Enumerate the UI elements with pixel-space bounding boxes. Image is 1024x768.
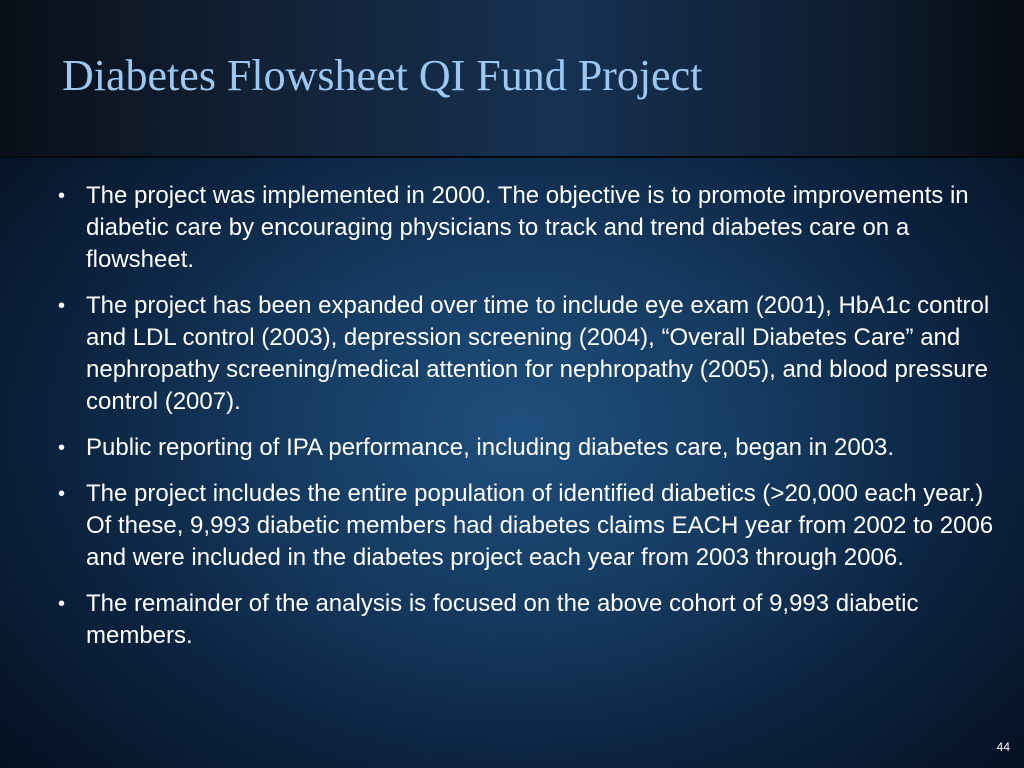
title-band xyxy=(0,0,1024,158)
bullet-dot-icon: • xyxy=(58,483,66,505)
bullet-text: The project has been expanded over time to include eye exam (2001), HbA1c control and LDL control (2003), depression screening (2004), “Overall Diabetes Care” and nephropathy screening/medical attention for nephropathy (2005), and blood pressure control (2007). xyxy=(86,292,990,415)
bullet-dot-icon: • xyxy=(58,295,66,317)
bullet-text: The remainder of the analysis is focused on the above cohort of 9,993 diabetic members. xyxy=(86,590,919,649)
bullet-dot-icon: • xyxy=(58,437,66,459)
bullet-item xyxy=(56,290,996,418)
bullet-dot-icon: • xyxy=(58,185,66,207)
bullet-text: The project includes the entire population of identified diabetics (>20,000 each year.) Of these, 9,993 diabetic members had diabetes claims EACH year from 2002 to 2006 and were included in the diabetes project each year from 2003 through 2006. xyxy=(86,480,994,571)
bullet-item xyxy=(56,180,996,276)
bullet-dot-icon: • xyxy=(58,593,66,615)
slide-title: Diabetes Flowsheet QI Fund Project xyxy=(62,51,703,100)
bullet-list xyxy=(56,180,996,666)
bullet-item xyxy=(56,478,996,574)
bullet-text: The project was implemented in 2000. The objective is to promote improvements in diabetic care by encouraging physicians to track and trend diabetes care on a flowsheet. xyxy=(86,182,969,273)
bullet-text: Public reporting of IPA performance, including diabetes care, began in 2003. xyxy=(86,434,895,461)
page-number: 44 xyxy=(996,740,1010,754)
bullet-item xyxy=(56,432,996,464)
bullet-item xyxy=(56,588,996,652)
